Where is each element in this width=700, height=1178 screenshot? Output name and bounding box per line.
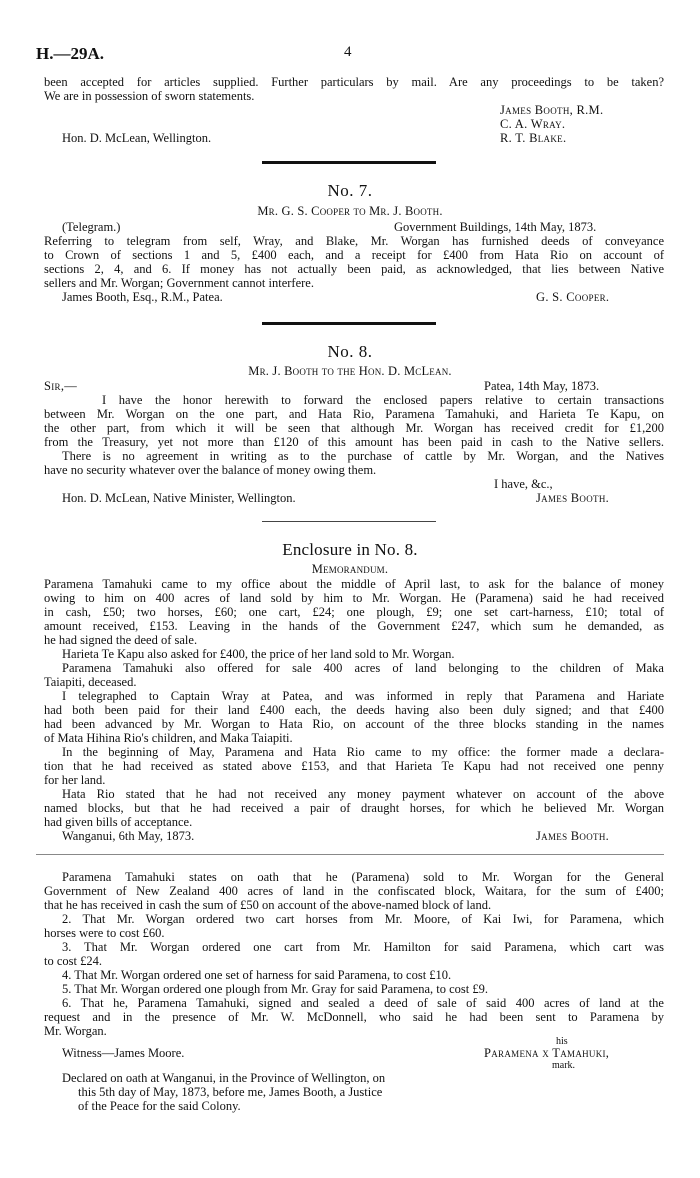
- no8-line-5: There is no agreement in writing as to the purchase of cattle by Mr. Worgan, and the Natives: [62, 449, 664, 463]
- no8-subtitle: Mr. J. Booth to the Hon. D. McLean.: [248, 364, 452, 378]
- enc-line-17: named blocks, but that he had received a pair of draught horses, for which he believed Mr. Worgan: [44, 801, 664, 815]
- no8-dateline: Patea, 14th May, 1873.: [484, 379, 600, 393]
- top-line-1: been accepted for articles supplied. Further particulars by mail. Are any proceedings to be taken?: [44, 75, 664, 89]
- stmt-line-12: Mr. Worgan.: [44, 1024, 107, 1038]
- signatory-wray: C. A. Wray.: [500, 117, 566, 131]
- stmt-line-6: 3. That Mr. Worgan ordered one cart from Mr. Hamilton for said Paramena, which cart was: [62, 940, 664, 954]
- enc-line-2: owing to him on 400 acres of land sold by him to Mr. Worgan. He (Paramena) said he had received: [44, 591, 664, 605]
- no7-addressee: James Booth, Esq., R.M., Patea.: [62, 290, 223, 304]
- stmt-line-9: 5. That Mr. Worgan ordered one plough from Mr. Gray for said Paramena, to cost £9.: [62, 982, 488, 996]
- enc-line-12: of Mata Hihina Rio's children, and Maka Taiapiti.: [44, 731, 293, 745]
- witness-line: Witness—James Moore.: [62, 1046, 185, 1060]
- enc-line-1: Paramena Tamahuki came to my office about the middle of April last, to ask for the balance of money: [44, 577, 664, 591]
- no7-line-4: sellers and Mr. Worgan; Government cannot interfere.: [44, 276, 314, 290]
- enc-line-14: tion that he had received as stated above £153, and that Harieta Te Kapu had not received one penny: [44, 759, 664, 773]
- no7-number: No. 7.: [327, 181, 373, 200]
- thin-rule: [262, 521, 436, 522]
- section-rule: [262, 322, 436, 325]
- marker-name: Paramena x Tamahuki,: [484, 1046, 610, 1060]
- enc-line-4: amount received, £153. Leaving in the hands of the Government £247, which sum he demanded, as: [44, 619, 664, 633]
- enc-line-8: Taiapiti, deceased.: [44, 675, 137, 689]
- memorandum-heading: Memorandum.: [311, 562, 389, 576]
- no8-addressee: Hon. D. McLean, Native Minister, Wellington.: [62, 491, 296, 505]
- enc-line-18: had given bills of acceptance.: [44, 815, 193, 829]
- stmt-line-5: horses were to cost £60.: [44, 926, 165, 940]
- no7-line-1: Referring to telegram from self, Wray, and Blake, Mr. Worgan has furnished deeds of conveyance: [44, 234, 664, 248]
- declared-line-2: this 5th day of May, 1873, before me, James Booth, a Justice: [78, 1085, 383, 1099]
- no8-line-2: between Mr. Worgan on the one part, and Hata Rio, Paramena Tamahuki, and Harieta Te Kapu, on: [44, 407, 664, 421]
- stmt-line-4: 2. That Mr. Worgan ordered two cart horses from Mr. Moore, of Kai Iwi, for Paramena, which: [62, 912, 664, 926]
- no7-subtitle: Mr. G. S. Cooper to Mr. J. Booth.: [257, 204, 443, 218]
- declared-line-1: Declared on oath at Wanganui, in the Province of Wellington, on: [62, 1071, 386, 1085]
- stmt-line-7: to cost £24.: [44, 954, 102, 968]
- enc-line-3: in cash, £50; two horses, £60; one cart, £24; one plough, £9; one set cart-harness, £10; total of: [44, 605, 664, 619]
- stmt-line-2: Government of New Zealand 400 acres of land in the confiscated block, Waitara, for the sum of £400;: [44, 884, 664, 898]
- no7-line-3: sections 2, 4, and 6. If money has not actually been paid, as acknowledged, that lies between Native: [44, 262, 664, 276]
- page-number: 4: [344, 44, 352, 60]
- no8-line-1: I have the honor herewith to forward the enclosed papers relative to certain transactions: [102, 393, 664, 407]
- no8-closing: I have, &c.,: [494, 477, 553, 491]
- top-addressee: Hon. D. McLean, Wellington.: [62, 131, 212, 145]
- section-rule: [262, 161, 436, 164]
- stmt-line-10: 6. That he, Paramena Tamahuki, signed and sealed a deed of sale of said 400 acres of land at the: [62, 996, 664, 1010]
- enc-line-6: Harieta Te Kapu also asked for £400, the price of her land sold to Mr. Worgan.: [62, 647, 455, 661]
- no7-signature: G. S. Cooper.: [536, 290, 610, 304]
- enc-line-11: had been advanced by Mr. Worgan to Hata Rio, on account of the three blocks standing in the names: [44, 717, 664, 731]
- enc-line-16: Hata Rio stated that he had not received any money payment whatever on account of the above: [62, 787, 664, 801]
- enc-line-10: had both been paid for their land £400 each, the deeds having also been duly signed; and that £400: [44, 703, 664, 717]
- enc-signature: James Booth.: [536, 829, 610, 843]
- signatory-blake: R. T. Blake.: [500, 131, 567, 145]
- stmt-line-8: 4. That Mr. Worgan ordered one set of harness for said Paramena, to cost £10.: [62, 968, 452, 982]
- declared-line-3: of the Peace for the said Colony.: [78, 1099, 241, 1113]
- enclosure-title: Enclosure in No. 8.: [282, 540, 418, 559]
- signatory-booth: James Booth, R.M.: [500, 103, 604, 117]
- document-reference: H.—29A.: [36, 44, 104, 63]
- no8-signature: James Booth.: [536, 491, 610, 505]
- no8-number: No. 8.: [327, 342, 373, 361]
- enc-line-15: for her land.: [44, 773, 106, 787]
- enc-line-13: In the beginning of May, Paramena and Hata Rio came to my office: the former made a declara-: [62, 745, 664, 759]
- mark-his: his: [556, 1036, 568, 1047]
- enc-dateline: Wanganui, 6th May, 1873.: [62, 829, 195, 843]
- no7-line-2: to Crown of sections 1 and 5, £400 each, and a receipt for £400 from Hata Rio on account of: [44, 248, 664, 262]
- enc-line-9: I telegraphed to Captain Wray at Patea, and was informed in reply that Paramena and Hariate: [62, 689, 664, 703]
- no7-telegram-label: (Telegram.): [62, 220, 121, 234]
- enc-line-7: Paramena Tamahuki also offered for sale 400 acres of land belonging to the children of Maka: [62, 661, 664, 675]
- no8-line-4: from the Treasury, yet not more than £120 of this amount has been paid in cash to the Native sellers.: [44, 435, 664, 449]
- stmt-line-11: request and in the presence of Mr. W. McDonnell, who said he had been sent to Paramena by: [44, 1010, 664, 1024]
- no8-line-6: have no security whatever over the balance of money owing them.: [44, 463, 377, 477]
- stmt-line-3: that he has received in cash the sum of £50 on account of the above-named block of land.: [44, 898, 492, 912]
- thin-rule: [36, 854, 664, 855]
- mark-label: mark.: [552, 1060, 576, 1071]
- stmt-line-1: Paramena Tamahuki states on oath that he (Paramena) sold to Mr. Worgan for the General: [62, 870, 664, 884]
- no8-line-3: the other part, from which it will be seen that although Mr. Worgan has received credit for £1,200: [44, 421, 664, 435]
- enc-line-5: he had signed the deed of sale.: [44, 633, 198, 647]
- no8-salutation: Sir,—: [44, 379, 78, 393]
- top-line-2: We are in possession of sworn statements.: [44, 89, 255, 103]
- no7-dateline: Government Buildings, 14th May, 1873.: [394, 220, 597, 234]
